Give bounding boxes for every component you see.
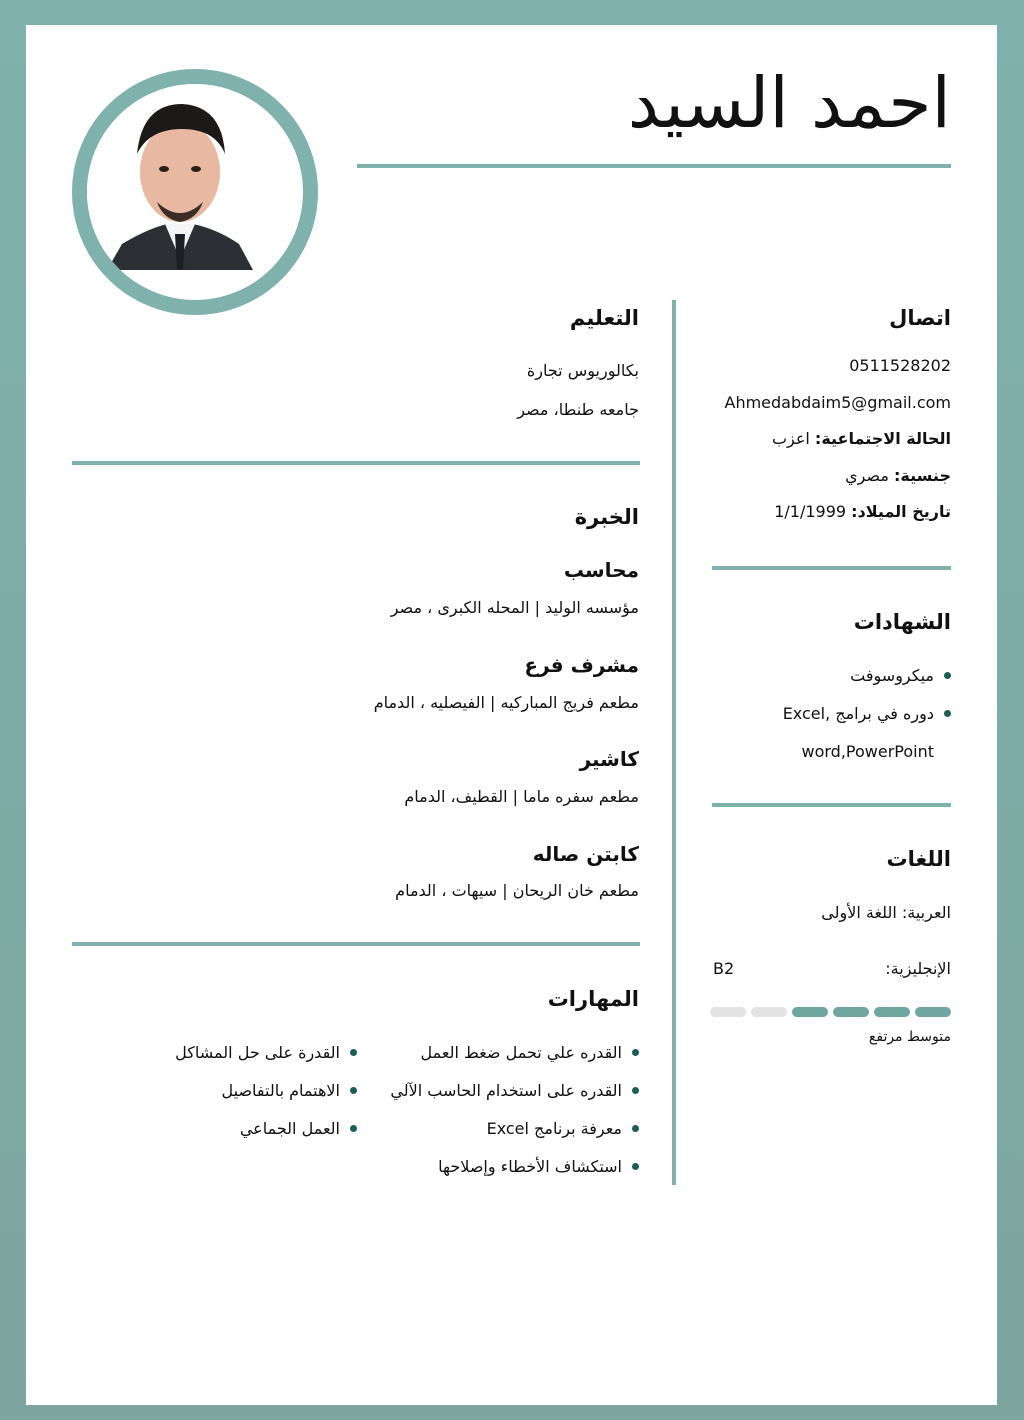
education-school: جامعه طنطا، مصر bbox=[517, 400, 639, 419]
bullet-icon bbox=[632, 1087, 639, 1094]
level-segment bbox=[833, 1007, 869, 1017]
skill-item bbox=[421, 1043, 640, 1062]
bullet-icon bbox=[350, 1049, 357, 1056]
job-title: مشرف فرع bbox=[524, 653, 639, 677]
english-level: B2 bbox=[713, 959, 735, 978]
nationality bbox=[845, 466, 951, 485]
nationality-key: جنسية: bbox=[894, 466, 951, 485]
level-segment bbox=[710, 1007, 746, 1017]
level-segment bbox=[751, 1007, 787, 1017]
level-segment bbox=[792, 1007, 828, 1017]
marital-value: اعزب bbox=[771, 429, 810, 448]
job-place: مطعم سفره ماما | القطيف، الدمام bbox=[404, 787, 639, 806]
profile-photo bbox=[72, 69, 318, 315]
education-title: التعليم bbox=[569, 306, 639, 330]
education-divider bbox=[72, 461, 640, 465]
certificate-item bbox=[850, 666, 951, 685]
certificate-item-continued: word,PowerPoint bbox=[801, 742, 934, 761]
column-divider bbox=[672, 300, 676, 1185]
birth-date bbox=[774, 502, 951, 521]
languages-title: اللغات bbox=[886, 847, 951, 871]
skill-item bbox=[240, 1119, 357, 1138]
certificate-text: ميكروسوفت bbox=[850, 666, 934, 685]
skill-text: استكشاف الأخطاء وإصلاحها bbox=[438, 1157, 622, 1176]
contact-phone: 0511528202 bbox=[849, 356, 951, 375]
job-title: كاشير bbox=[579, 747, 639, 771]
certificate-text: دوره في برامج ,Excel bbox=[782, 704, 934, 723]
language-arabic bbox=[821, 903, 951, 922]
person-portrait-icon bbox=[87, 84, 273, 270]
experience-title: الخبرة bbox=[574, 505, 639, 529]
education-degree: بكالوريوس تجارة bbox=[526, 361, 639, 380]
certificates-divider bbox=[712, 803, 951, 807]
bullet-icon bbox=[350, 1125, 357, 1132]
birth-key: تاريخ الميلاد: bbox=[851, 502, 951, 521]
certificate-item bbox=[783, 704, 951, 723]
candidate-name: احمد السيد bbox=[627, 62, 951, 144]
skill-item bbox=[487, 1119, 639, 1138]
skill-text: معرفة برنامج Excel bbox=[486, 1119, 622, 1138]
skills-title: المهارات bbox=[547, 987, 639, 1011]
skill-item bbox=[222, 1081, 357, 1100]
job-title: كابتن صاله bbox=[532, 842, 639, 866]
bullet-icon bbox=[944, 710, 951, 717]
level-segment bbox=[874, 1007, 910, 1017]
skill-item bbox=[438, 1157, 639, 1176]
contact-email: Ahmedabdaim5@gmail.com bbox=[724, 393, 951, 412]
arabic-value: اللغة الأولى bbox=[821, 903, 897, 922]
level-segment bbox=[915, 1007, 951, 1017]
job-place: مطعم خان الريحان | سيهات ، الدمام bbox=[395, 881, 639, 900]
english-key: الإنجليزية: bbox=[885, 959, 951, 978]
skill-text: العمل الجماعي bbox=[239, 1119, 340, 1138]
job-place: مطعم فريج المباركيه | الفيصليه ، الدمام bbox=[373, 693, 639, 712]
job-title: محاسب bbox=[563, 558, 639, 582]
experience-divider bbox=[72, 942, 640, 946]
skill-text: الاهتمام بالتفاصيل bbox=[221, 1081, 340, 1100]
arabic-key: العربية: bbox=[901, 903, 951, 922]
contact-title: اتصال bbox=[889, 306, 951, 330]
bullet-icon bbox=[944, 672, 951, 679]
name-divider bbox=[357, 164, 951, 168]
bullet-icon bbox=[350, 1087, 357, 1094]
skill-text: القدره علي تحمل ضغط العمل bbox=[420, 1043, 622, 1062]
certificates-title: الشهادات bbox=[853, 610, 951, 634]
bullet-icon bbox=[632, 1163, 639, 1170]
skill-text: القدرة على حل المشاكل bbox=[175, 1043, 340, 1062]
skill-text: القدره على استخدام الحاسب الآلي bbox=[390, 1081, 622, 1100]
english-note: متوسط مرتفع bbox=[868, 1029, 951, 1045]
nationality-value: مصري bbox=[845, 466, 889, 485]
birth-value: 1/1/1999 bbox=[774, 502, 847, 521]
marital-status bbox=[772, 429, 951, 448]
bullet-icon bbox=[632, 1049, 639, 1056]
bullet-icon bbox=[632, 1125, 639, 1132]
skill-item bbox=[175, 1043, 357, 1062]
skill-item bbox=[390, 1081, 639, 1100]
contact-divider bbox=[712, 566, 951, 570]
marital-key: الحالة الاجتماعية: bbox=[814, 429, 951, 448]
job-place: مؤسسه الوليد | المحله الكبرى ، مصر bbox=[390, 598, 639, 617]
